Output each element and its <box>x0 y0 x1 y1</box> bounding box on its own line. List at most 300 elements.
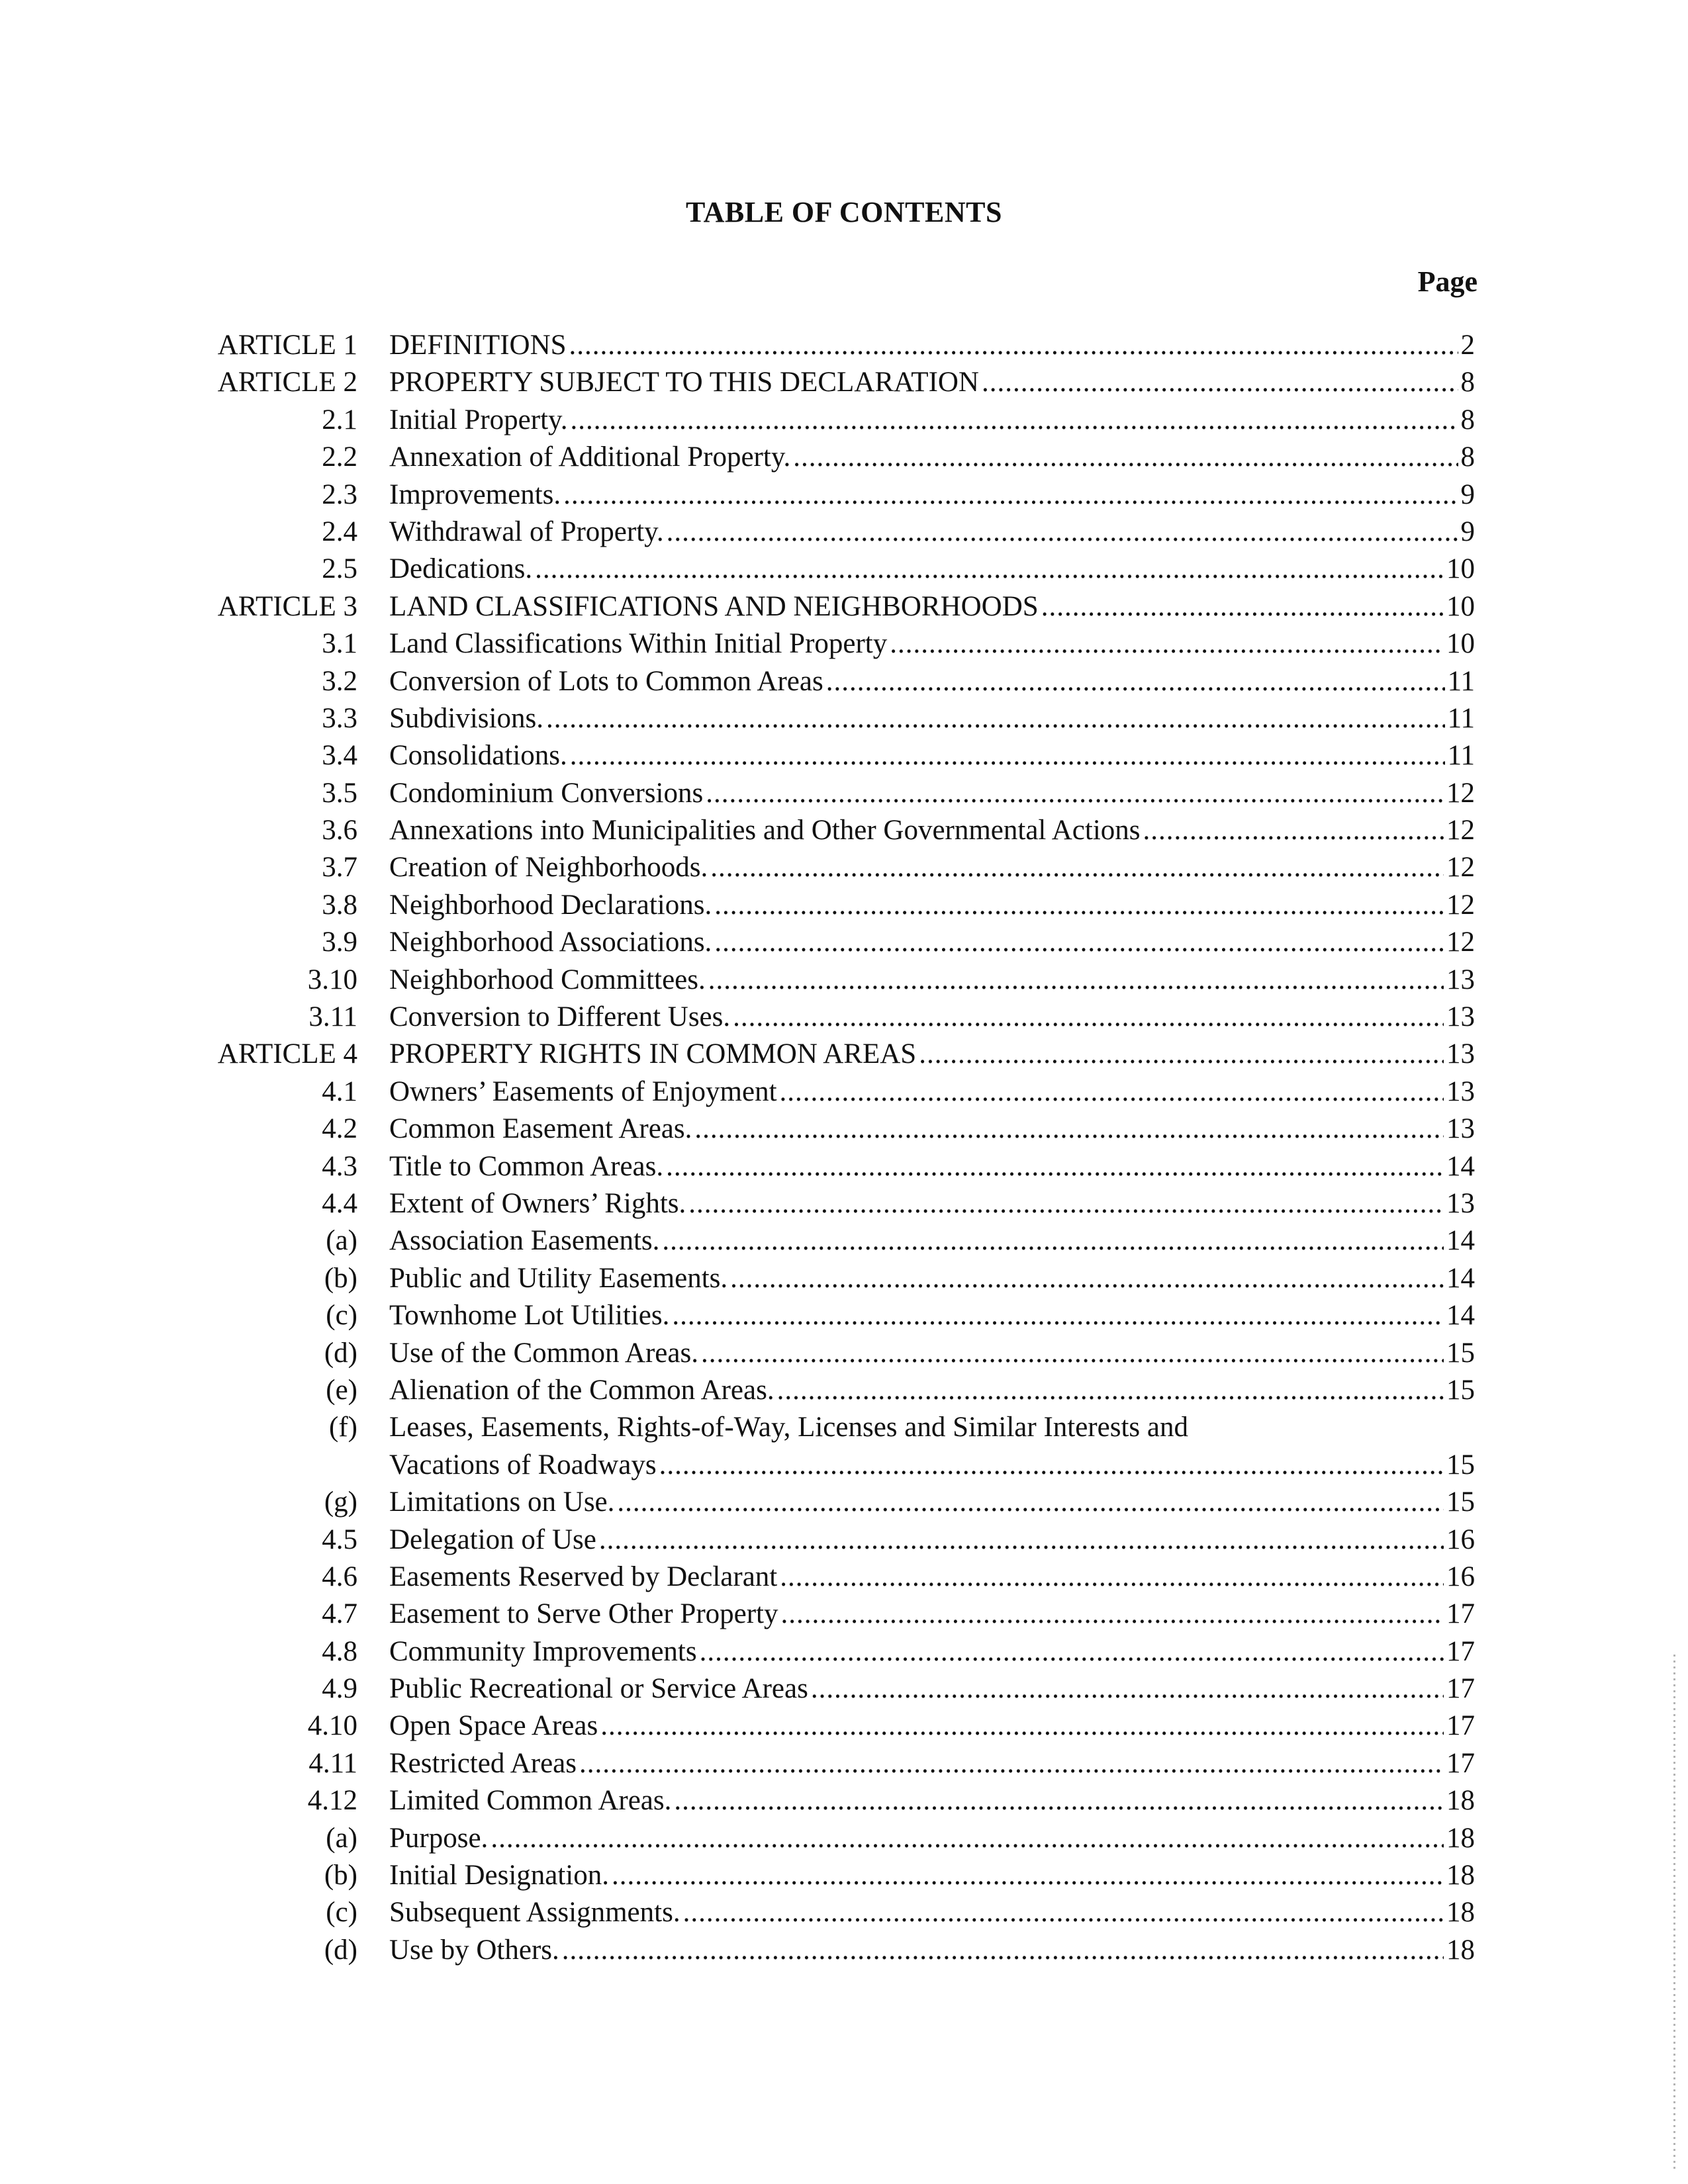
toc-entry-body <box>389 663 1475 700</box>
toc-entry-leader-line <box>389 1596 1475 1633</box>
toc-entry-title: Use of the Common Areas. <box>389 1337 698 1369</box>
toc-entry <box>0 962 1688 999</box>
toc-entry-number: 4.9 <box>322 1673 357 1705</box>
toc-entry-number: 3.9 <box>322 927 357 958</box>
toc-entry-number: (b) <box>324 1860 357 1891</box>
toc-entry-number: (a) <box>326 1822 357 1854</box>
dot-leader <box>1041 588 1444 625</box>
toc-entry-number: (c) <box>326 1897 357 1929</box>
toc-entry-title: PROPERTY RIGHTS IN COMMON AREAS <box>389 1038 917 1070</box>
toc-entry-number: 2.2 <box>322 441 357 473</box>
toc-entry-leader-line <box>389 1260 1475 1297</box>
toc-entry <box>0 1857 1688 1894</box>
toc-entry-leader-line <box>389 1297 1475 1334</box>
toc-entry-title: Limited Common Areas. <box>389 1785 672 1817</box>
toc-entry-leader-line <box>389 1894 1475 1931</box>
toc-entry-leader-line <box>389 1932 1475 1969</box>
toc-entry-page: 12 <box>1446 889 1475 921</box>
toc-entry-number: 4.4 <box>322 1187 357 1219</box>
dot-leader <box>700 1633 1444 1670</box>
dot-leader <box>1143 812 1444 849</box>
toc-entry-body <box>389 1596 1475 1633</box>
dot-leader <box>730 1260 1444 1297</box>
toc-entry-body <box>389 439 1475 476</box>
toc-entry <box>0 1222 1688 1259</box>
toc-entry-leader-line <box>389 924 1475 961</box>
toc-entry-page: 12 <box>1446 852 1475 884</box>
toc-entry-title: Dedications. <box>389 553 533 585</box>
toc-entry <box>0 1260 1688 1297</box>
dot-leader <box>780 1559 1444 1596</box>
toc-entry-title: Creation of Neighborhoods. <box>389 852 708 884</box>
toc-entry-number: 4.2 <box>322 1113 357 1145</box>
toc-entry-page: 8 <box>1460 441 1475 473</box>
toc-entry-body <box>389 775 1475 812</box>
toc-entry-number: 3.10 <box>307 964 357 995</box>
dot-leader <box>919 1036 1444 1073</box>
toc-entry <box>0 1372 1688 1409</box>
toc-entry-title: Easements Reserved by Declarant <box>389 1561 778 1592</box>
toc-entry-body <box>389 1409 1475 1484</box>
toc-entry-number: ARTICLE 4 <box>217 1038 357 1070</box>
dot-leader <box>683 1894 1444 1931</box>
toc-entry-number: 2.1 <box>322 404 357 435</box>
toc-entry <box>0 477 1688 514</box>
toc-entry-title: Conversion of Lots to Common Areas <box>389 665 823 697</box>
toc-entry-number: 2.5 <box>322 553 357 585</box>
toc-entry-body <box>389 849 1475 886</box>
toc-entry-page: 14 <box>1446 1225 1475 1257</box>
toc-entry-title: Title to Common Areas. <box>389 1150 664 1182</box>
dot-leader <box>612 1857 1444 1894</box>
toc-entry-page: 13 <box>1446 1038 1475 1070</box>
dot-leader <box>666 1148 1444 1185</box>
toc-entry-leader-line <box>389 1559 1475 1596</box>
toc-entry-title: Withdrawal of Property. <box>389 516 664 547</box>
toc-entry-page: 18 <box>1446 1934 1475 1966</box>
toc-entry-page: 17 <box>1446 1635 1475 1667</box>
toc-entry-title: Neighborhood Committees. <box>389 964 706 995</box>
toc-entry-body <box>389 1522 1475 1559</box>
toc-entry-leader-line <box>389 327 1475 364</box>
toc-entry-number: 2.3 <box>322 478 357 510</box>
toc-entry-title: Townhome Lot Utilities. <box>389 1300 670 1332</box>
toc-entry-title: Public Recreational or Service Areas <box>389 1673 808 1705</box>
toc-entry-leader-line <box>389 812 1475 849</box>
toc-entry-title-first-line: Leases, Easements, Rights-of-Way, Licenses and Similar Interests and <box>389 1412 1188 1443</box>
toc-entry-leader-line <box>389 439 1475 476</box>
toc-entry-title: Subdivisions. <box>389 702 543 734</box>
dot-leader <box>599 1522 1444 1559</box>
toc-entry-number: (c) <box>326 1300 357 1332</box>
toc-entry-title: Extent of Owners’ Rights. <box>389 1187 686 1219</box>
dot-leader <box>780 1073 1444 1111</box>
toc-entry <box>0 1559 1688 1596</box>
toc-entry-title: Common Easement Areas. <box>389 1113 692 1145</box>
toc-entry-title: PROPERTY SUBJECT TO THIS DECLARATION <box>389 367 979 398</box>
toc-entry-body <box>389 700 1475 737</box>
toc-entry-number: 3.7 <box>322 852 357 884</box>
toc-entry-leader-line <box>389 364 1475 401</box>
toc-entry-body <box>389 1148 1475 1185</box>
toc-entry-page: 18 <box>1446 1785 1475 1817</box>
toc-entry <box>0 551 1688 588</box>
dot-leader <box>600 1707 1444 1745</box>
toc-entry-body <box>389 514 1475 551</box>
toc-entry <box>0 700 1688 737</box>
toc-entry-number: ARTICLE 2 <box>217 367 357 398</box>
toc-entry-leader-line <box>389 887 1475 924</box>
dot-leader <box>708 962 1444 999</box>
toc-entry <box>0 1148 1688 1185</box>
toc-entry-body <box>389 1932 1475 1969</box>
dot-leader <box>826 663 1445 700</box>
toc-entry-number: 4.8 <box>322 1635 357 1667</box>
toc-entry <box>0 1633 1688 1670</box>
toc-entry-body <box>389 924 1475 961</box>
toc-entry-number: 4.3 <box>322 1150 357 1182</box>
toc-entry-page: 11 <box>1447 665 1475 697</box>
toc-entry-title: Initial Property. <box>389 404 568 435</box>
toc-entry <box>0 663 1688 700</box>
toc-entry-number: 4.1 <box>322 1075 357 1107</box>
toc-entry-title: Use by Others. <box>389 1934 559 1966</box>
toc-entry-leader-line <box>389 962 1475 999</box>
toc-entry-title: Annexation of Additional Property. <box>389 441 791 473</box>
table-of-contents <box>0 327 1688 1969</box>
toc-entry-body <box>389 1335 1475 1372</box>
toc-entry <box>0 737 1688 774</box>
toc-entry <box>0 1707 1688 1745</box>
toc-entry-title: Alienation of the Common Areas. <box>389 1374 774 1406</box>
toc-entry-title: Initial Designation. <box>389 1860 609 1891</box>
toc-entry-number: ARTICLE 3 <box>217 590 357 622</box>
toc-entry-body <box>389 364 1475 401</box>
dot-leader <box>674 1782 1444 1819</box>
toc-entry-leader-line <box>389 999 1475 1036</box>
toc-entry-page: 16 <box>1446 1524 1475 1555</box>
toc-entry-body <box>389 1260 1475 1297</box>
toc-entry-number: (d) <box>324 1934 357 1966</box>
toc-entry-leader-line <box>389 1372 1475 1409</box>
toc-entry-page: 2 <box>1460 330 1475 361</box>
toc-entry-leader-line <box>389 737 1475 774</box>
toc-entry-body <box>389 1484 1475 1521</box>
toc-entry-page: 15 <box>1446 1374 1475 1406</box>
toc-entry-title: DEFINITIONS <box>389 330 567 361</box>
toc-entry-body <box>389 1782 1475 1819</box>
dot-leader <box>793 439 1458 476</box>
toc-entry-body <box>389 477 1475 514</box>
toc-entry-body <box>389 1633 1475 1670</box>
toc-entry-page: 14 <box>1446 1300 1475 1332</box>
dot-leader <box>659 1447 1444 1484</box>
toc-entry-page: 13 <box>1446 1075 1475 1107</box>
toc-entry-title: Improvements. <box>389 478 561 510</box>
toc-entry-leader-line <box>389 625 1475 662</box>
toc-entry-body <box>389 737 1475 774</box>
toc-entry-page: 13 <box>1446 964 1475 995</box>
toc-entry-body <box>389 1185 1475 1222</box>
dot-leader <box>811 1670 1444 1707</box>
toc-entry-number: (b) <box>324 1262 357 1294</box>
toc-entry <box>0 402 1688 439</box>
toc-entry <box>0 812 1688 849</box>
toc-entry-number: 4.7 <box>322 1598 357 1630</box>
dot-leader <box>701 1335 1444 1372</box>
toc-entry <box>0 775 1688 812</box>
toc-entry-body <box>389 812 1475 849</box>
toc-entry-leader-line <box>389 477 1475 514</box>
dot-leader <box>562 1932 1444 1969</box>
toc-entry-body <box>389 1894 1475 1931</box>
toc-entry-body <box>389 999 1475 1036</box>
toc-entry-number: 2.4 <box>322 516 357 547</box>
toc-entry-body <box>389 1036 1475 1073</box>
toc-entry-body <box>389 402 1475 439</box>
toc-entry-leader-line <box>389 1707 1475 1745</box>
dot-leader <box>617 1484 1444 1521</box>
toc-entry-page: 10 <box>1446 553 1475 585</box>
dot-leader <box>781 1596 1444 1633</box>
toc-entry-number: 3.3 <box>322 702 357 734</box>
toc-entry <box>0 1670 1688 1707</box>
toc-entry-page: 14 <box>1446 1150 1475 1182</box>
toc-entry-title: LAND CLASSIFICATIONS AND NEIGHBORHOODS <box>389 590 1039 622</box>
toc-entry-leader-line <box>389 1335 1475 1372</box>
dot-leader <box>672 1297 1444 1334</box>
dot-leader <box>777 1372 1444 1409</box>
toc-entry <box>0 625 1688 662</box>
toc-entry-leader-line <box>389 849 1475 886</box>
toc-entry-page: 14 <box>1446 1262 1475 1294</box>
toc-entry-title: Purpose. <box>389 1822 489 1854</box>
toc-entry-page: 17 <box>1446 1598 1475 1630</box>
toc-entry-page: 17 <box>1446 1673 1475 1705</box>
toc-entry-page: 11 <box>1447 740 1475 772</box>
toc-entry-title: Association Easements. <box>389 1225 660 1257</box>
toc-entry-leader-line <box>389 1185 1475 1222</box>
dot-leader <box>714 887 1444 924</box>
toc-entry <box>0 1335 1688 1372</box>
toc-entry-page: 8 <box>1460 404 1475 435</box>
dot-leader <box>714 924 1444 961</box>
toc-entry-leader-line <box>389 1222 1475 1259</box>
toc-entry-body <box>389 1372 1475 1409</box>
toc-entry <box>0 514 1688 551</box>
toc-entry-body <box>389 588 1475 625</box>
toc-entry-number: 4.10 <box>307 1710 357 1742</box>
toc-entry-leader-line <box>389 1036 1475 1073</box>
toc-entry-page: 17 <box>1446 1710 1475 1742</box>
toc-entry-page: 9 <box>1460 478 1475 510</box>
toc-entry <box>0 1484 1688 1521</box>
toc-entry <box>0 1820 1688 1857</box>
toc-entry <box>0 1596 1688 1633</box>
toc-entry-number: 4.11 <box>308 1747 357 1779</box>
toc-entry <box>0 999 1688 1036</box>
toc-entry-leader-line <box>389 1633 1475 1670</box>
toc-entry-title: Conversion to Different Uses. <box>389 1001 731 1033</box>
toc-entry-page: 9 <box>1460 516 1475 547</box>
toc-entry-page: 17 <box>1446 1747 1475 1779</box>
toc-entry-leader-line <box>389 1857 1475 1894</box>
toc-entry-leader-line <box>389 514 1475 551</box>
toc-entry-body <box>389 962 1475 999</box>
toc-entry-page: 18 <box>1446 1822 1475 1854</box>
dot-leader <box>733 999 1444 1036</box>
toc-entry-leader-line <box>389 700 1475 737</box>
toc-entry-body <box>389 1073 1475 1111</box>
toc-entry-body <box>389 1707 1475 1745</box>
toc-entry-page: 10 <box>1446 628 1475 660</box>
toc-entry <box>0 924 1688 961</box>
toc-entry <box>0 849 1688 886</box>
toc-entry-leader-line <box>389 551 1475 588</box>
toc-entry <box>0 327 1688 364</box>
toc-entry-body <box>389 1670 1475 1707</box>
toc-entry <box>0 1522 1688 1559</box>
toc-entry <box>0 1782 1688 1819</box>
toc-entry-body <box>389 887 1475 924</box>
toc-entry-body <box>389 1559 1475 1596</box>
toc-entry-page: 18 <box>1446 1897 1475 1929</box>
toc-entry-number: 3.1 <box>322 628 357 660</box>
toc-entry-leader-line <box>389 775 1475 812</box>
toc-entry-number: 3.6 <box>322 815 357 846</box>
toc-entry-body <box>389 327 1475 364</box>
toc-entry <box>0 1297 1688 1334</box>
toc-entry-leader-line <box>389 1522 1475 1559</box>
toc-entry-leader-line <box>389 1820 1475 1857</box>
dot-leader <box>688 1185 1444 1222</box>
dot-leader <box>662 1222 1444 1259</box>
toc-entry-number: 4.5 <box>322 1524 357 1555</box>
toc-entry-page: 15 <box>1446 1449 1475 1480</box>
toc-entry-title: Neighborhood Declarations. <box>389 889 712 921</box>
toc-entry-number: 3.8 <box>322 889 357 921</box>
toc-entry-leader-line <box>389 1148 1475 1185</box>
dot-leader <box>694 1111 1444 1148</box>
toc-entry <box>0 439 1688 476</box>
toc-entry-page: 11 <box>1447 702 1475 734</box>
toc-entry-title: Condominium Conversions <box>389 777 704 809</box>
toc-entry-number: 3.5 <box>322 777 357 809</box>
dot-leader <box>571 402 1458 439</box>
toc-entry-page: 16 <box>1446 1561 1475 1592</box>
toc-entry <box>0 1894 1688 1931</box>
toc-entry <box>0 887 1688 924</box>
toc-entry-number: (a) <box>326 1225 357 1257</box>
toc-entry-leader-line <box>389 1447 1475 1484</box>
toc-entry-title: Neighborhood Associations. <box>389 927 712 958</box>
toc-entry <box>0 364 1688 401</box>
dot-leader <box>667 514 1458 551</box>
toc-entry-page: 10 <box>1446 590 1475 622</box>
toc-entry-title: Land Classifications Within Initial Property <box>389 628 888 660</box>
toc-entry-page: 13 <box>1446 1187 1475 1219</box>
toc-entry-title: Open Space Areas <box>389 1710 598 1742</box>
toc-entry <box>0 588 1688 625</box>
dot-leader <box>569 327 1458 364</box>
toc-entry-leader-line <box>389 1782 1475 1819</box>
dot-leader <box>706 775 1444 812</box>
toc-entry-page: 13 <box>1446 1001 1475 1033</box>
toc-entry-leader-line <box>389 1484 1475 1521</box>
toc-entry-number: 3.11 <box>308 1001 357 1033</box>
dot-leader <box>982 364 1458 401</box>
toc-entry-page: 13 <box>1446 1113 1475 1145</box>
toc-entry <box>0 1745 1688 1782</box>
dot-leader <box>710 849 1444 886</box>
toc-entry-title: Delegation of Use <box>389 1524 596 1555</box>
toc-entry-title: Vacations of Roadways <box>389 1449 657 1480</box>
toc-entry-title: Easement to Serve Other Property <box>389 1598 778 1630</box>
toc-entry-leader-line <box>389 1670 1475 1707</box>
toc-entry-page: 8 <box>1460 367 1475 398</box>
toc-entry-body <box>389 1820 1475 1857</box>
toc-entry-title: Public and Utility Easements. <box>389 1262 728 1294</box>
toc-entry-leader-line <box>389 1111 1475 1148</box>
toc-entry-number: (f) <box>329 1412 357 1443</box>
toc-entry-title: Owners’ Easements of Enjoyment <box>389 1075 777 1107</box>
toc-entry-body <box>389 1857 1475 1894</box>
toc-entry <box>0 1036 1688 1073</box>
toc-entry-body <box>389 625 1475 662</box>
toc-entry-body <box>389 1111 1475 1148</box>
toc-entry <box>0 1409 1688 1484</box>
toc-entry-title: Restricted Areas <box>389 1747 577 1779</box>
toc-entry <box>0 1932 1688 1969</box>
dot-leader <box>890 625 1444 662</box>
toc-entry-number: (g) <box>324 1486 357 1518</box>
toc-entry-page: 15 <box>1446 1486 1475 1518</box>
toc-entry-page: 18 <box>1446 1860 1475 1891</box>
dot-leader <box>563 477 1458 514</box>
toc-entry-body <box>389 1745 1475 1782</box>
toc-entry-page: 12 <box>1446 777 1475 809</box>
page-column-heading: Page <box>1417 265 1477 298</box>
scan-edge-artifact <box>1673 1655 1675 2171</box>
dot-leader <box>535 551 1444 588</box>
toc-entry <box>0 1073 1688 1111</box>
toc-entry-title: Consolidations. <box>389 740 567 772</box>
toc-entry-title: Limitations on Use. <box>389 1486 615 1518</box>
toc-entry <box>0 1185 1688 1222</box>
toc-entry-page: 15 <box>1446 1337 1475 1369</box>
toc-entry-number: (d) <box>324 1337 357 1369</box>
toc-entry-number: ARTICLE 1 <box>217 330 357 361</box>
toc-entry-title: Subsequent Assignments. <box>389 1897 680 1929</box>
toc-entry-leader-line <box>389 663 1475 700</box>
toc-entry <box>0 1111 1688 1148</box>
toc-entry-page: 12 <box>1446 815 1475 846</box>
dot-leader <box>570 737 1445 774</box>
toc-entry-page: 12 <box>1446 927 1475 958</box>
toc-entry-leader-line <box>389 402 1475 439</box>
toc-entry-title: Community Improvements <box>389 1635 697 1667</box>
toc-entry-body <box>389 1297 1475 1334</box>
toc-entry-number: 3.2 <box>322 665 357 697</box>
dot-leader <box>491 1820 1444 1857</box>
toc-entry-number: 4.6 <box>322 1561 357 1592</box>
toc-entry-leader-line <box>389 1745 1475 1782</box>
toc-entry-number: 3.4 <box>322 740 357 772</box>
toc-entry-leader-line <box>389 1073 1475 1111</box>
toc-entry-title: Annexations into Municipalities and Other Governmental Actions <box>389 815 1141 846</box>
dot-leader <box>579 1745 1444 1782</box>
toc-entry-number: (e) <box>326 1374 357 1406</box>
